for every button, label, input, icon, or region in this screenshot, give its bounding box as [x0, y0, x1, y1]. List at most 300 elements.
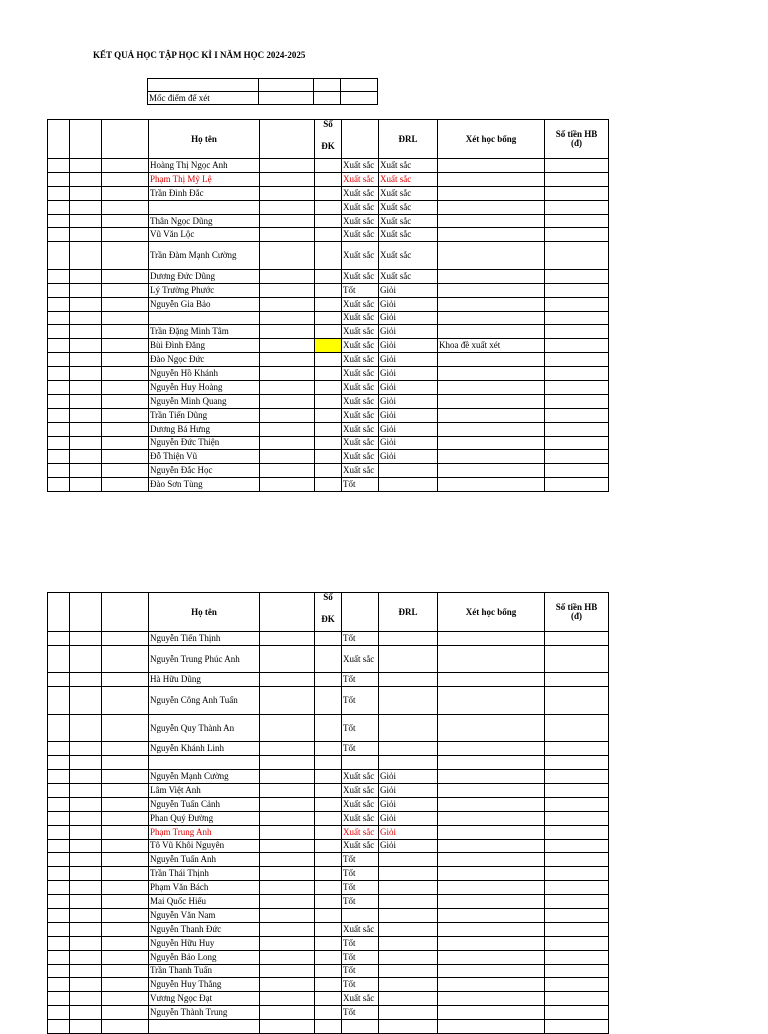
table-cell [102, 839, 149, 853]
drl-cell: Xuất sắc [342, 200, 379, 214]
table-row [48, 632, 609, 646]
table-cell [48, 797, 70, 811]
so-dk-cell [315, 269, 342, 283]
table-cell [70, 673, 102, 687]
note-cell [438, 200, 545, 214]
table-cell [70, 408, 102, 422]
table-cell [260, 867, 315, 881]
note-cell [438, 825, 545, 839]
table-cell [260, 853, 315, 867]
so-tien-cell [545, 936, 609, 950]
so-tien-cell [545, 908, 609, 922]
xet-hoc-bong-cell: Giỏi [379, 353, 438, 367]
note-cell [438, 297, 545, 311]
so-tien-cell [545, 811, 609, 825]
so-dk-cell [315, 853, 342, 867]
table-row [48, 950, 609, 964]
table-row [48, 895, 609, 909]
header-name: Họ tên [149, 120, 260, 159]
table-cell [48, 311, 70, 325]
student-name: Đào Ngọc Đức [149, 353, 260, 367]
so-tien-cell [545, 200, 609, 214]
table-cell [102, 992, 149, 1006]
note-cell [438, 436, 545, 450]
so-dk-cell [315, 1020, 342, 1034]
note-cell [438, 242, 545, 270]
header-so-dk-line: ĐK [321, 614, 335, 624]
table-cell [70, 756, 102, 770]
so-dk-cell [315, 408, 342, 422]
student-name: Đỗ Thiện Vũ [149, 450, 260, 464]
table-cell [48, 895, 70, 909]
xet-hoc-bong-cell [379, 714, 438, 742]
table-cell [48, 811, 70, 825]
drl-cell: Xuất sắc [342, 380, 379, 394]
table-row [48, 1020, 609, 1034]
table-cell [260, 464, 315, 478]
table-cell [70, 297, 102, 311]
student-name: Trần Thanh Tuấn [149, 964, 260, 978]
so-dk-cell [315, 436, 342, 450]
drl-cell: Xuất sắc [342, 159, 379, 173]
drl-cell: Xuất sắc [342, 214, 379, 228]
table-row [48, 242, 609, 270]
xet-hoc-bong-cell: Giỏi [379, 394, 438, 408]
table-cell [102, 936, 149, 950]
student-name: Nguyễn Huy Hoàng [149, 380, 260, 394]
table-cell [70, 645, 102, 673]
so-dk-cell [315, 450, 342, 464]
table-cell [70, 214, 102, 228]
drl-cell: Xuất sắc [342, 922, 379, 936]
table-cell [102, 797, 149, 811]
note-cell [438, 687, 545, 715]
table-cell [102, 881, 149, 895]
student-name: Mai Quốc Hiếu [149, 895, 260, 909]
note-cell [438, 797, 545, 811]
table-cell [102, 978, 149, 992]
drl-cell: Xuất sắc [342, 394, 379, 408]
so-dk-cell [315, 895, 342, 909]
so-tien-cell [545, 825, 609, 839]
table-cell [48, 853, 70, 867]
xet-hoc-bong-cell [379, 895, 438, 909]
table-cell [48, 714, 70, 742]
student-name [149, 200, 260, 214]
table-cell [102, 756, 149, 770]
header-so-tien [545, 593, 609, 632]
student-name: Nguyễn Quy Thành An [149, 714, 260, 742]
student-name: Nguyễn Văn Nam [149, 908, 260, 922]
student-name: Tô Vũ Khôi Nguyên [149, 839, 260, 853]
drl-cell: Xuất sắc [342, 770, 379, 784]
table-cell [102, 242, 149, 270]
drl-cell [342, 1020, 379, 1034]
student-name: Dương Bá Hưng [149, 422, 260, 436]
drl-cell: Tốt [342, 478, 379, 492]
so-dk-cell [315, 422, 342, 436]
table-cell [70, 992, 102, 1006]
header-so-tien [545, 120, 609, 159]
xet-hoc-bong-cell: Giỏi [379, 325, 438, 339]
student-name: Nguyễn Tuấn Cảnh [149, 797, 260, 811]
student-name: Vương Ngọc Đạt [149, 992, 260, 1006]
drl-cell: Tốt [342, 881, 379, 895]
xet-hoc-bong-cell: Xuất sắc [379, 186, 438, 200]
table-cell [70, 797, 102, 811]
table-cell [70, 964, 102, 978]
so-dk-cell [315, 172, 342, 186]
note-cell [438, 159, 545, 173]
so-dk-cell [315, 978, 342, 992]
drl-cell: Tốt [342, 964, 379, 978]
table-cell [48, 339, 70, 353]
so-tien-cell [545, 478, 609, 492]
table-cell [48, 408, 70, 422]
table-cell [48, 283, 70, 297]
table-cell [70, 325, 102, 339]
xet-hoc-bong-cell: Giỏi [379, 297, 438, 311]
so-dk-cell [315, 950, 342, 964]
so-tien-cell [545, 228, 609, 242]
student-name: Phan Quý Đường [149, 811, 260, 825]
xet-hoc-bong-cell [379, 922, 438, 936]
so-dk-cell [315, 632, 342, 646]
note-cell [438, 742, 545, 756]
student-name: Bùi Đình Đăng [149, 339, 260, 353]
table-cell [260, 632, 315, 646]
xet-hoc-bong-cell: Giỏi [379, 770, 438, 784]
table-row [48, 964, 609, 978]
so-dk-cell [315, 186, 342, 200]
header-cell [102, 120, 149, 159]
criteria-cell [259, 92, 314, 105]
table-cell [48, 645, 70, 673]
table-cell [102, 687, 149, 715]
note-cell [438, 367, 545, 381]
note-cell [438, 853, 545, 867]
table-cell [70, 922, 102, 936]
student-name: Thân Ngọc Dũng [149, 214, 260, 228]
table-cell [48, 825, 70, 839]
table-row [48, 436, 609, 450]
table-row [48, 908, 609, 922]
xet-hoc-bong-cell [379, 853, 438, 867]
header-so-dk-line: Số [323, 119, 333, 129]
table-cell [102, 228, 149, 242]
xet-hoc-bong-cell [379, 950, 438, 964]
xet-hoc-bong-cell [379, 632, 438, 646]
so-tien-cell [545, 422, 609, 436]
table-cell [70, 436, 102, 450]
table-cell [70, 478, 102, 492]
so-tien-cell [545, 159, 609, 173]
table-cell [260, 367, 315, 381]
table-row [48, 783, 609, 797]
table-cell [260, 159, 315, 173]
table-cell [260, 908, 315, 922]
table-cell [260, 297, 315, 311]
drl-cell: Xuất sắc [342, 228, 379, 242]
student-name: Nguyễn Mạnh Cường [149, 770, 260, 784]
header-cell [102, 593, 149, 632]
table-cell [70, 367, 102, 381]
header-so-tien-line: (đ) [571, 138, 582, 148]
table-cell [102, 922, 149, 936]
note-cell [438, 186, 545, 200]
table-cell [260, 172, 315, 186]
table-row [48, 408, 609, 422]
table-cell [102, 214, 149, 228]
table-cell [70, 1020, 102, 1034]
table-cell [102, 311, 149, 325]
table-cell [70, 283, 102, 297]
table-cell [260, 839, 315, 853]
table-cell [70, 450, 102, 464]
results-table-1 [47, 119, 609, 492]
note-cell [438, 214, 545, 228]
note-cell [438, 353, 545, 367]
table-cell [260, 242, 315, 270]
student-name: Trần Đàm Mạnh Cường [149, 242, 260, 270]
note-cell [438, 325, 545, 339]
so-tien-cell [545, 450, 609, 464]
table-cell [48, 992, 70, 1006]
table-cell [70, 811, 102, 825]
so-dk-cell [315, 367, 342, 381]
table-cell [102, 770, 149, 784]
so-dk-cell [315, 687, 342, 715]
xet-hoc-bong-cell: Giỏi [379, 797, 438, 811]
table-cell [48, 367, 70, 381]
xet-hoc-bong-cell: Giỏi [379, 380, 438, 394]
so-dk-cell [315, 673, 342, 687]
table-cell [260, 645, 315, 673]
note-cell [438, 756, 545, 770]
xet-hoc-bong-cell [379, 964, 438, 978]
table-cell [102, 297, 149, 311]
header-so-tien-line: (đ) [571, 611, 582, 621]
note-cell [438, 673, 545, 687]
so-tien-cell [545, 964, 609, 978]
student-name: Nguyễn Gia Bảo [149, 297, 260, 311]
so-tien-cell [545, 783, 609, 797]
drl-cell: Xuất sắc [342, 825, 379, 839]
table-row [48, 311, 609, 325]
table-cell [260, 283, 315, 297]
xet-hoc-bong-cell: Giỏi [379, 450, 438, 464]
so-tien-cell [545, 673, 609, 687]
table-cell [102, 673, 149, 687]
drl-cell: Tốt [342, 632, 379, 646]
xet-hoc-bong-cell [379, 645, 438, 673]
table-cell [70, 339, 102, 353]
student-name: Nguyễn Đắc Học [149, 464, 260, 478]
so-dk-cell [315, 464, 342, 478]
student-name: Nguyễn Đức Thiện [149, 436, 260, 450]
xet-hoc-bong-cell: Giỏi [379, 783, 438, 797]
so-tien-cell [545, 714, 609, 742]
table-cell [260, 811, 315, 825]
xet-hoc-bong-cell [379, 756, 438, 770]
table-cell [260, 687, 315, 715]
header-so-dk-line: Số [323, 592, 333, 602]
table-row [48, 992, 609, 1006]
table-cell [48, 186, 70, 200]
xet-hoc-bong-cell [379, 936, 438, 950]
table-cell [102, 339, 149, 353]
xet-hoc-bong-cell: Giỏi [379, 408, 438, 422]
xet-hoc-bong-cell: Xuất sắc [379, 228, 438, 242]
table-row [48, 756, 609, 770]
table-cell [102, 353, 149, 367]
table-cell [48, 742, 70, 756]
xet-hoc-bong-cell [379, 867, 438, 881]
drl-cell [342, 756, 379, 770]
note-cell [438, 978, 545, 992]
student-name: Nguyễn Minh Quang [149, 394, 260, 408]
table-cell [102, 853, 149, 867]
table-cell [70, 881, 102, 895]
so-dk-cell [315, 394, 342, 408]
header-so-dk [315, 120, 342, 159]
xet-hoc-bong-cell [379, 881, 438, 895]
note-cell [438, 632, 545, 646]
table-cell [260, 408, 315, 422]
table-cell [70, 200, 102, 214]
so-tien-cell [545, 408, 609, 422]
student-name: Phạm Thị Mỹ Lệ [149, 172, 260, 186]
table-row [48, 214, 609, 228]
table-row [48, 450, 609, 464]
table-cell [102, 742, 149, 756]
header-drl: ĐRL [379, 120, 438, 159]
so-tien-cell [545, 325, 609, 339]
student-name [149, 311, 260, 325]
so-dk-cell [315, 228, 342, 242]
so-tien-cell [545, 172, 609, 186]
drl-cell: Tốt [342, 895, 379, 909]
drl-cell: Xuất sắc [342, 297, 379, 311]
header-cell [260, 120, 315, 159]
table-cell [48, 478, 70, 492]
header-name: Họ tên [149, 593, 260, 632]
table-cell [48, 908, 70, 922]
table-cell [260, 200, 315, 214]
header-cell [70, 593, 102, 632]
xet-hoc-bong-cell: Xuất sắc [379, 269, 438, 283]
table-cell [48, 770, 70, 784]
table-cell [102, 811, 149, 825]
header-cell [48, 593, 70, 632]
so-dk-cell [315, 783, 342, 797]
table-cell [260, 742, 315, 756]
note-cell [438, 1020, 545, 1034]
table-cell [260, 783, 315, 797]
header-so-dk [315, 593, 342, 632]
table-cell [260, 992, 315, 1006]
table-row [48, 825, 609, 839]
xet-hoc-bong-cell [379, 687, 438, 715]
note-cell [438, 311, 545, 325]
student-name: Hà Hữu Dũng [149, 673, 260, 687]
so-dk-cell [315, 353, 342, 367]
note-cell [438, 172, 545, 186]
note-cell [438, 936, 545, 950]
table-cell [260, 1006, 315, 1020]
table-cell [260, 214, 315, 228]
table-cell [70, 186, 102, 200]
xet-hoc-bong-cell: Xuất sắc [379, 159, 438, 173]
criteria-cell [148, 79, 259, 92]
so-tien-cell [545, 756, 609, 770]
table-row [48, 339, 609, 353]
student-name: Nguyễn Công Anh Tuấn [149, 687, 260, 715]
note-cell [438, 394, 545, 408]
so-tien-cell [545, 895, 609, 909]
so-dk-cell [315, 797, 342, 811]
table-cell [260, 311, 315, 325]
table-cell [260, 978, 315, 992]
table-row [48, 839, 609, 853]
drl-cell: Tốt [342, 936, 379, 950]
table-row [48, 464, 609, 478]
so-dk-cell [315, 159, 342, 173]
table-cell [102, 867, 149, 881]
table-row [48, 186, 609, 200]
so-dk-cell [315, 992, 342, 1006]
note-cell [438, 895, 545, 909]
note-cell [438, 922, 545, 936]
table-cell [48, 450, 70, 464]
table-row [48, 922, 609, 936]
header-xet-hoc-bong: Xét học bổng [438, 593, 545, 632]
table-cell [70, 311, 102, 325]
so-dk-cell [315, 908, 342, 922]
table-cell [48, 228, 70, 242]
table-cell [70, 839, 102, 853]
so-dk-cell [315, 756, 342, 770]
note-cell [438, 714, 545, 742]
table-cell [48, 978, 70, 992]
drl-cell [342, 908, 379, 922]
table-cell [260, 770, 315, 784]
so-tien-cell [545, 380, 609, 394]
student-name: Nguyễn Hồ Khánh [149, 367, 260, 381]
so-tien-cell [545, 867, 609, 881]
table-row [48, 770, 609, 784]
table-cell [48, 756, 70, 770]
table-cell [48, 297, 70, 311]
table-row [48, 811, 609, 825]
table-cell [102, 714, 149, 742]
xet-hoc-bong-cell: Xuất sắc [379, 242, 438, 270]
drl-cell: Xuất sắc [342, 797, 379, 811]
table-cell [70, 867, 102, 881]
header-so-tien-line: Số tiền HB [555, 129, 598, 139]
note-cell [438, 770, 545, 784]
table-cell [102, 367, 149, 381]
table-row [48, 978, 609, 992]
note-cell [438, 380, 545, 394]
drl-cell: Tốt [342, 687, 379, 715]
drl-cell: Xuất sắc [342, 367, 379, 381]
so-tien-cell [545, 311, 609, 325]
so-dk-cell [315, 645, 342, 673]
table-cell [260, 950, 315, 964]
drl-cell: Xuất sắc [342, 422, 379, 436]
student-name: Trần Đặng Minh Tâm [149, 325, 260, 339]
